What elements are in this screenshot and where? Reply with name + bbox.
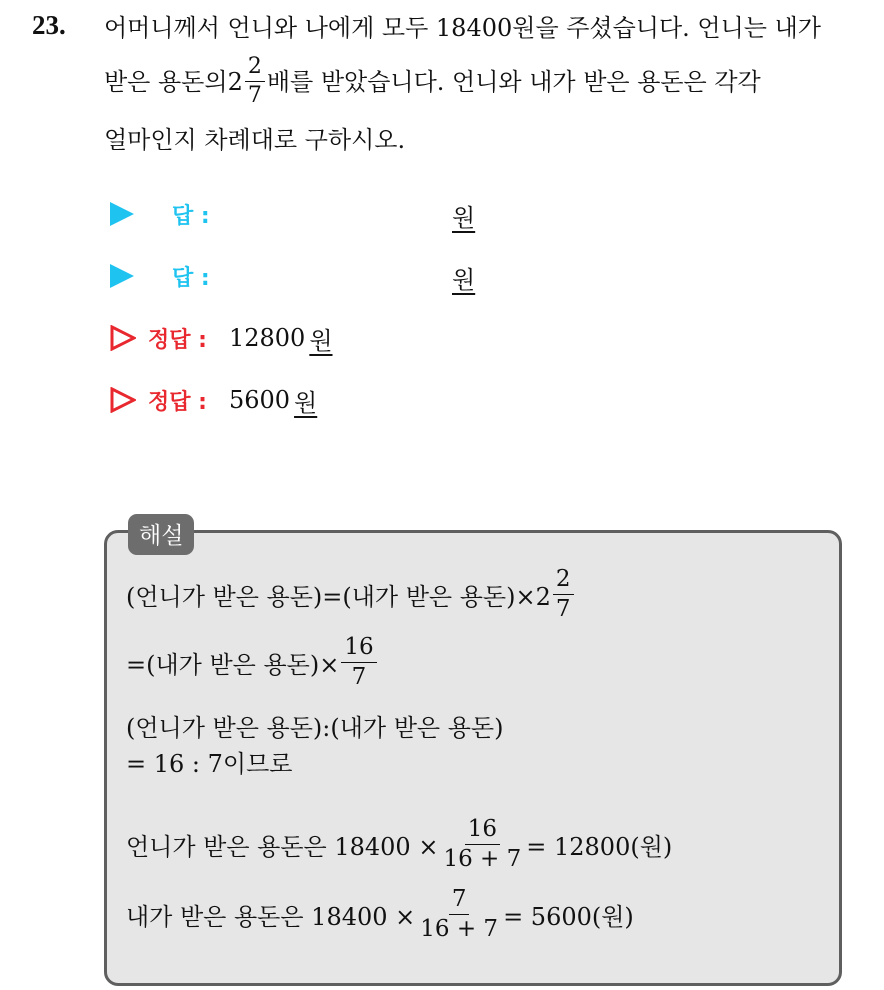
solution-line-2-text: =(내가 받은 용돈)×: [126, 651, 340, 679]
correct-unit: 원: [309, 326, 333, 355]
correct-answer-row-2: [110, 380, 317, 420]
solution-line-5: [126, 818, 672, 871]
fraction-numerator: 2: [245, 56, 265, 82]
solution-line-4: = 16 : 7이므로: [126, 750, 293, 778]
correct-value: 12800: [228, 324, 306, 352]
answer-blank-1[interactable]: 원: [452, 204, 476, 232]
fraction-denominator: 16 + 7: [420, 916, 499, 942]
fraction-numerator: 16: [341, 636, 376, 663]
question-line-2-start: 받은 용돈의: [104, 67, 228, 96]
mixed-number-whole: 2: [227, 67, 243, 96]
solution-fraction: [341, 636, 376, 689]
answer-label: 답 :: [172, 265, 210, 291]
solution-line-2: [126, 636, 379, 689]
solution-line-5-result: = 12800(원): [526, 833, 673, 861]
solution-line-6-text: 내가 받은 용돈은 18400 ×: [126, 903, 416, 931]
answer-blank-2[interactable]: 원: [452, 266, 476, 294]
fraction-numerator: 2: [553, 568, 574, 595]
solution-line-1: [126, 568, 576, 621]
solution-line-5-text: 언니가 받은 용돈은 18400 ×: [126, 833, 439, 861]
correct-label: 정답 :: [148, 327, 207, 353]
answer-row-2: [110, 256, 210, 296]
fraction-denominator: 16 + 7: [443, 846, 522, 872]
solution-line-3: (언니가 받은 용돈):(내가 받은 용돈): [126, 714, 504, 742]
solution-line-6-result: = 5600(원): [503, 903, 634, 931]
play-triangle-icon: [110, 264, 134, 288]
question-line-2: [104, 56, 761, 107]
question-number: 23.: [32, 10, 66, 40]
answer-row-1: [110, 194, 210, 234]
answer-label: 답 :: [172, 203, 210, 229]
solution-fraction: [417, 888, 501, 941]
mixed-number-fraction: [245, 56, 265, 107]
correct-answer-row-1: [110, 318, 333, 358]
solution-line-1-text: (언니가 받은 용돈)=(내가 받은 용돈)×2: [126, 583, 551, 611]
correct-label: 정답 :: [148, 389, 207, 415]
solution-title: 해설: [128, 514, 194, 555]
question-line-1: 어머니께서 언니와 나에게 모두 18400원을 주셨습니다. 언니는 내가: [104, 14, 821, 42]
fraction-denominator: 7: [247, 83, 262, 108]
fraction-numerator: 7: [449, 888, 470, 915]
question-line-3: 얼마인지 차례대로 구하시오.: [104, 126, 406, 154]
question-line-2-end: 배를 받았습니다. 언니와 내가 받은 용돈은 각각: [266, 67, 761, 96]
solution-line-6: [126, 888, 634, 941]
correct-value: 5600: [228, 386, 291, 414]
correct-unit: 원: [294, 388, 318, 417]
solution-fraction: [440, 818, 524, 871]
fraction-denominator: 7: [351, 664, 367, 690]
fraction-numerator: 16: [465, 818, 500, 845]
outline-triangle-icon: [110, 387, 136, 413]
play-triangle-icon: [110, 202, 134, 226]
fraction-denominator: 7: [555, 596, 571, 622]
solution-fraction: [553, 568, 574, 621]
outline-triangle-icon: [110, 325, 136, 351]
